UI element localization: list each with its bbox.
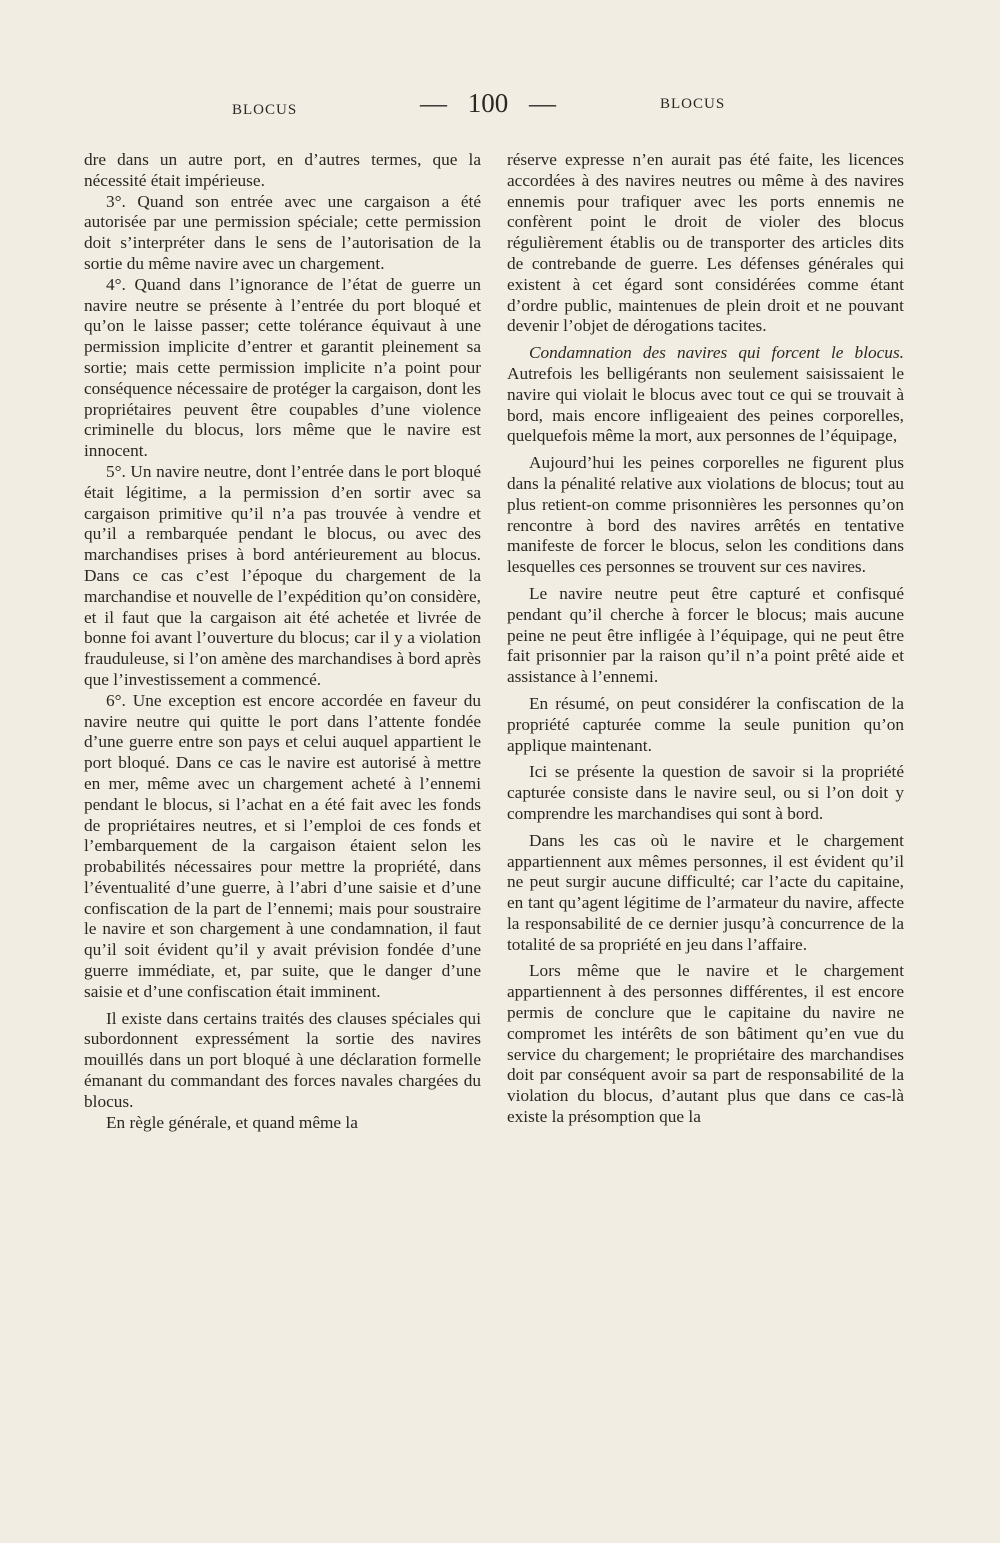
paragraph: 3°. Quand son entrée avec une cargaison a été autorisée par une permission spéciale; cette permission doit s’interpréter dans le sens de l’autorisation de la sortie du même navire avec un chargement. <box>84 191 481 273</box>
paragraph: Aujourd’hui les peines corporelles ne figurent plus dans la pénalité relative aux violations de blocus; tout au plus retient-on comme prisonnières les personnes qu’on rencontre à bord des navires arrêtés en tentative manifeste de forcer le blocus, selon les conditions dans lesquelles ces personnes se trouvent sur ces navires. <box>507 453 904 577</box>
paragraph: Ici se présente la question de savoir si la propriété capturée consiste dans le navire seul, ou si l’on doit y comprendre les marchandises qui sont à bord. <box>507 762 904 823</box>
header-right-title: BLOCUS <box>660 96 726 112</box>
paragraph: dre dans un autre port, en d’autres termes, que la nécessité était impérieuse. <box>84 150 481 190</box>
section-heading-italic: Condamnation des navires qui forcent le blocus. <box>529 343 904 363</box>
paragraph: Lors même que le navire et le chargement appartiennent à des personnes différentes, il est encore permis de conclure que le capitaine du navire ne compromet les intérêts de son bâtiment qu’en vue du service du chargement; le propriétaire des marchandises doit par conséquent avoir sa part de responsabilité de la violation du blocus, d’autant plus que dans ce cas-là existe la présomption que la <box>507 961 904 1127</box>
page-number: — 100 — <box>420 88 556 118</box>
left-column <box>84 150 481 1133</box>
paragraph: Le navire neutre peut être capturé et confisqué pendant qu’il cherche à forcer le blocus; mais aucune peine ne peut être infligée à l’équipage, qui ne peut être fait prisonnier par la raison qu’il n’a point prêté aide et assistance à l’ennemi. <box>507 583 904 687</box>
paragraph: 4°. Quand dans l’ignorance de l’état de guerre un navire neutre se présente à l’entrée du port bloqué et qu’on le laisse passer; cette tolérance équivaut à une permission implicite d’entrer et garantit pleinement sa sortie; mais cette permission implicite n’a point pour conséquence nécessaire de protéger la cargaison, dont les propriétaires peuvent être coupables d’une violence criminelle du blocus, lors même que le navire est innocent. <box>84 274 481 461</box>
paragraph-text: Autrefois les belligérants non seulement saisissaient le navire qui violait le blocus avec tout ce qui se trouvait à bord, mais encore infligeaient des peines corporelles, quelquefois même la mort, aux personnes de l’équipage, <box>507 363 904 446</box>
paragraph: 5°. Un navire neutre, dont l’entrée dans le port bloqué était légitime, a la permission d’en sortir avec sa cargaison primitive qu’il n’a pas trouvée à vendre et qu’il a rembarquée pendant le blocus, ou avec des marchandises prises à bord antérieurement au blocus. Dans ce cas c’est l’époque du chargement de la marchandise et nouvelle de l’expédition qu’on considère, et il faut que la cargaison ait été achetée et livrée de bonne foi avant l’ouverture du blocus; car il y a violation frauduleuse, si l’on amène des marchandises à bord après que l’investissement a commencé. <box>84 461 481 689</box>
running-header <box>0 88 1000 128</box>
paragraph: 6°. Une exception est encore accordée en faveur du navire neutre qui quitte le port dans l’attente fondée d’une guerre entre son pays et celui auquel appartient le port bloqué. Dans ce cas le navire est autorisé à mettre en mer, même avec un chargement acheté à l’ennemi pendant le blocus, si l’achat en a été fait avec les fonds de propriétaires neutres, et si l’emploi de ces fonds et l’embarquement de la cargaison étaient selon les probabilités nécessaires pour mettre la propriété, dans l’éventualité d’une guerre, à l’abri d’une saisie et d’une confiscation de la part de l’ennemi; mais pour soustraire le navire et son chargement à une condamnation, il faut qu’il soit évident qu’il y avait prévision fondée d’une guerre immédiate, et, par suite, que le danger d’une saisie et d’une confiscation était imminent. <box>84 690 481 1001</box>
right-column <box>507 150 904 1128</box>
paragraph: En règle générale, et quand même la <box>106 1112 358 1132</box>
paragraph <box>507 343 904 447</box>
paragraph: Il existe dans certains traités des clauses spéciales qui subordonnent expressément la sortie des navires mouillés dans un port bloqué à une déclaration formelle émanant du commandant des forces navales chargées du blocus. <box>84 1008 481 1111</box>
paragraph: Dans les cas où le navire et le chargement appartiennent aux mêmes personnes, il est évident qu’il ne peut surgir aucune difficulté; car l’acte du capitaine, en tant qu’agent légitime de l’armateur du navire, affecte la responsabilité de ce dernier jusqu’à concurrence de la totalité de sa propriété en jeu dans l’affaire. <box>507 830 904 954</box>
header-left-title: BLOCUS <box>232 102 298 118</box>
paragraph: En résumé, on peut considérer la confiscation de la propriété capturée comme la seule punition qu’on applique maintenant. <box>507 693 904 755</box>
paragraph: réserve expresse n’en aurait pas été faite, les licences accordées à des navires neutres ou même à des navires ennemis pour trafiquer avec les ports ennemis ne confèrent point le droit de violer des blocus régulièrement établis ou de transporter des articles dits de contrebande de guerre. Les défenses générales qui existent à cet égard sont considérées comme étant d’ordre public, maintenues de plein droit et ne pouvant devenir l’objet de dérogations tacites. <box>507 150 904 336</box>
